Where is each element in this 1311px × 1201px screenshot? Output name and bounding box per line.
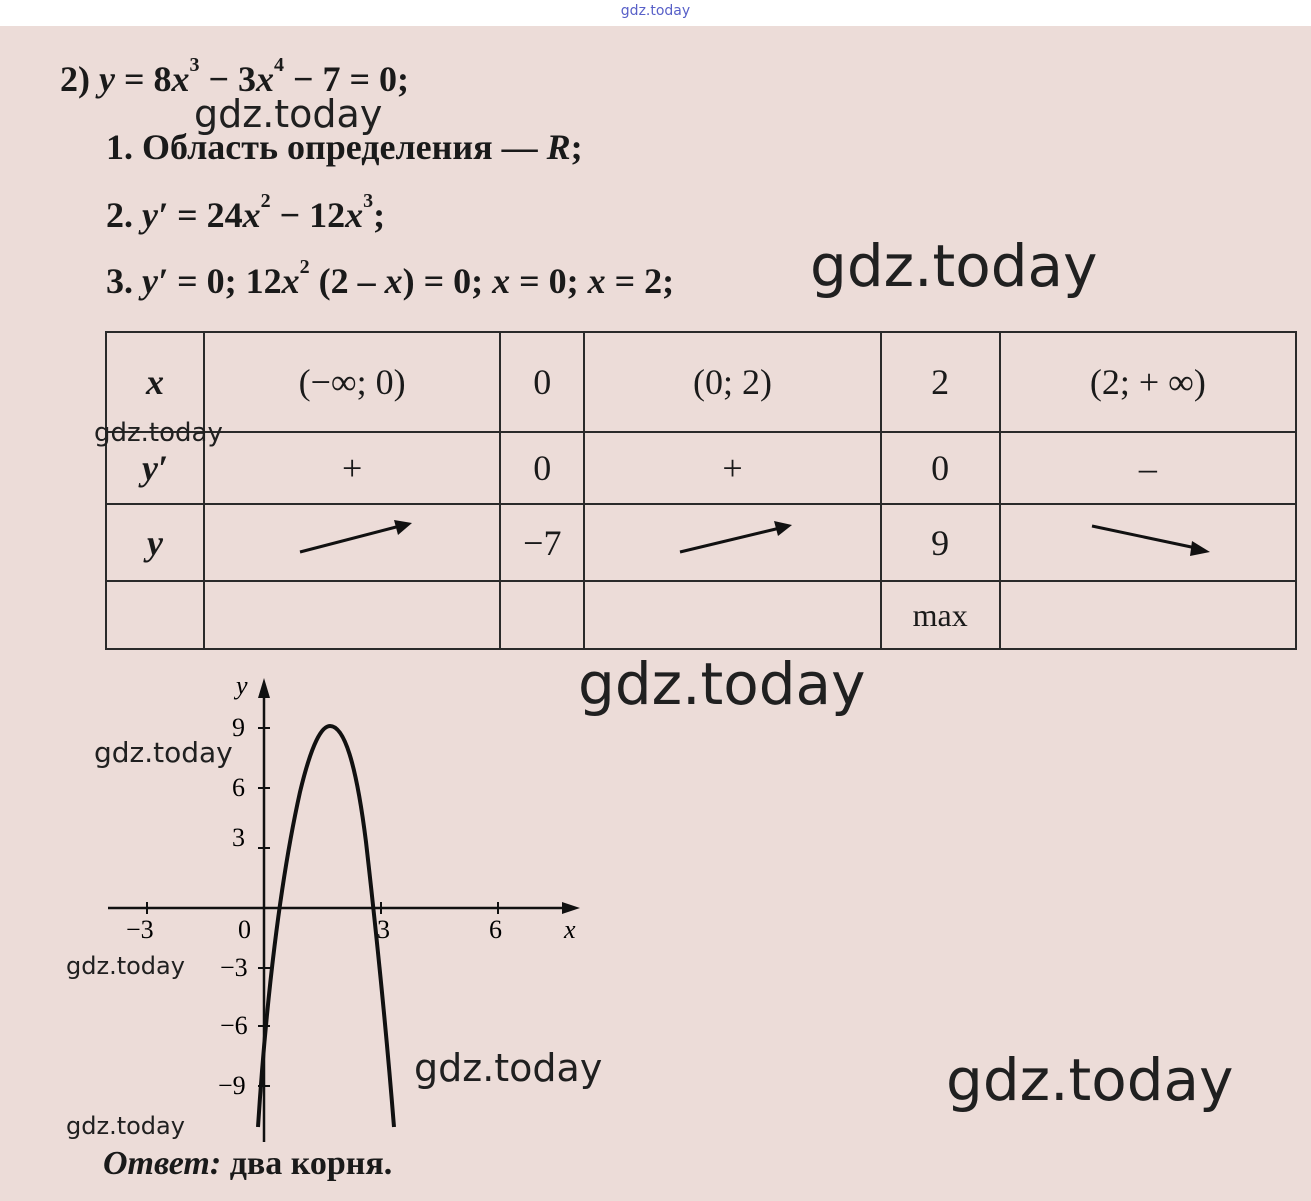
table-cell: (−∞; 0) bbox=[204, 332, 500, 432]
row-head-empty bbox=[106, 581, 204, 649]
site-watermark: gdz.today bbox=[620, 3, 691, 19]
table-cell: 0 bbox=[881, 432, 1000, 504]
step-derivative: 2. $y' = 24x^2 - 12x^3$; bbox=[106, 190, 386, 235]
table-row-function bbox=[106, 504, 1296, 581]
x-tick-label: −3 bbox=[126, 915, 154, 944]
step-critical-points: 3. y′ = 0; $12x^2$ (2 – x) = 0; x = 0; x = 2; bbox=[106, 256, 675, 301]
y-tick-label: 6 bbox=[232, 773, 245, 802]
y-tick-label: −9 bbox=[218, 1071, 246, 1100]
answer-line bbox=[103, 1145, 392, 1183]
watermark-text: gdz.today bbox=[946, 1046, 1234, 1114]
problem-number: 2) bbox=[60, 59, 90, 99]
function-curve bbox=[258, 726, 394, 1127]
x-tick-label: 6 bbox=[489, 915, 502, 944]
table-row-x bbox=[106, 332, 1296, 432]
table-cell: – bbox=[1000, 432, 1296, 504]
table-cell: 0 bbox=[500, 432, 584, 504]
x-axis-arrow-icon bbox=[562, 902, 580, 914]
table-cell: 0 bbox=[500, 332, 584, 432]
table-cell: + bbox=[584, 432, 880, 504]
watermark-text: gdz.today bbox=[66, 1112, 185, 1140]
table-cell bbox=[500, 581, 584, 649]
watermark-text: gdz.today bbox=[94, 736, 233, 769]
eq-y: y bbox=[99, 59, 115, 99]
y-tick-label: −6 bbox=[220, 1011, 248, 1040]
step-domain: 1. Область определения — R; bbox=[106, 127, 583, 167]
answer-text: два корня. bbox=[221, 1145, 393, 1182]
table-cell: −7 bbox=[500, 504, 584, 581]
y-axis-arrow-icon bbox=[258, 678, 270, 698]
row-head-x: x bbox=[106, 332, 204, 432]
y-tick-label: −3 bbox=[220, 953, 248, 982]
x-axis-label: x bbox=[564, 915, 576, 944]
watermark-text: gdz.today bbox=[578, 650, 866, 718]
arrow-down-right-icon bbox=[1078, 518, 1218, 558]
increasing-arrow-cell bbox=[584, 504, 880, 581]
watermark-text: gdz.today bbox=[94, 418, 223, 448]
y-axis-label: y bbox=[236, 672, 248, 700]
watermark-text: gdz.today bbox=[66, 952, 185, 980]
arrow-up-right-icon bbox=[662, 518, 802, 558]
table-cell bbox=[204, 581, 500, 649]
table-cell bbox=[584, 581, 880, 649]
table-cell bbox=[1000, 581, 1296, 649]
row-head-y: y bbox=[106, 504, 204, 581]
sign-table bbox=[105, 331, 1297, 650]
table-cell: 9 bbox=[881, 504, 1000, 581]
y-tick-label: 3 bbox=[232, 823, 245, 852]
x-tick-label: 0 bbox=[238, 915, 251, 944]
decreasing-arrow-cell bbox=[1000, 504, 1296, 581]
table-cell: (0; 2) bbox=[584, 332, 880, 432]
row-head-derivative: y′ bbox=[106, 432, 204, 504]
watermark-text: gdz.today bbox=[810, 232, 1098, 300]
arrow-up-right-icon bbox=[282, 518, 422, 558]
watermark-text: gdz.today bbox=[414, 1046, 603, 1090]
table-cell: (2; + ∞) bbox=[1000, 332, 1296, 432]
table-row-extremum bbox=[106, 581, 1296, 649]
x-tick-label: 3 bbox=[377, 915, 390, 944]
y-tick-label: 9 bbox=[232, 713, 245, 742]
table-row-derivative bbox=[106, 432, 1296, 504]
problem-equation: 2) $y = 8x^3 - 3x^4 - 7 = 0$; bbox=[60, 54, 410, 99]
answer-label: Ответ: bbox=[103, 1145, 222, 1182]
increasing-arrow-cell bbox=[204, 504, 500, 581]
watermark-text: gdz.today bbox=[194, 92, 383, 136]
table-cell: 2 bbox=[881, 332, 1000, 432]
max-label: max bbox=[881, 581, 1000, 649]
table-cell: + bbox=[204, 432, 500, 504]
